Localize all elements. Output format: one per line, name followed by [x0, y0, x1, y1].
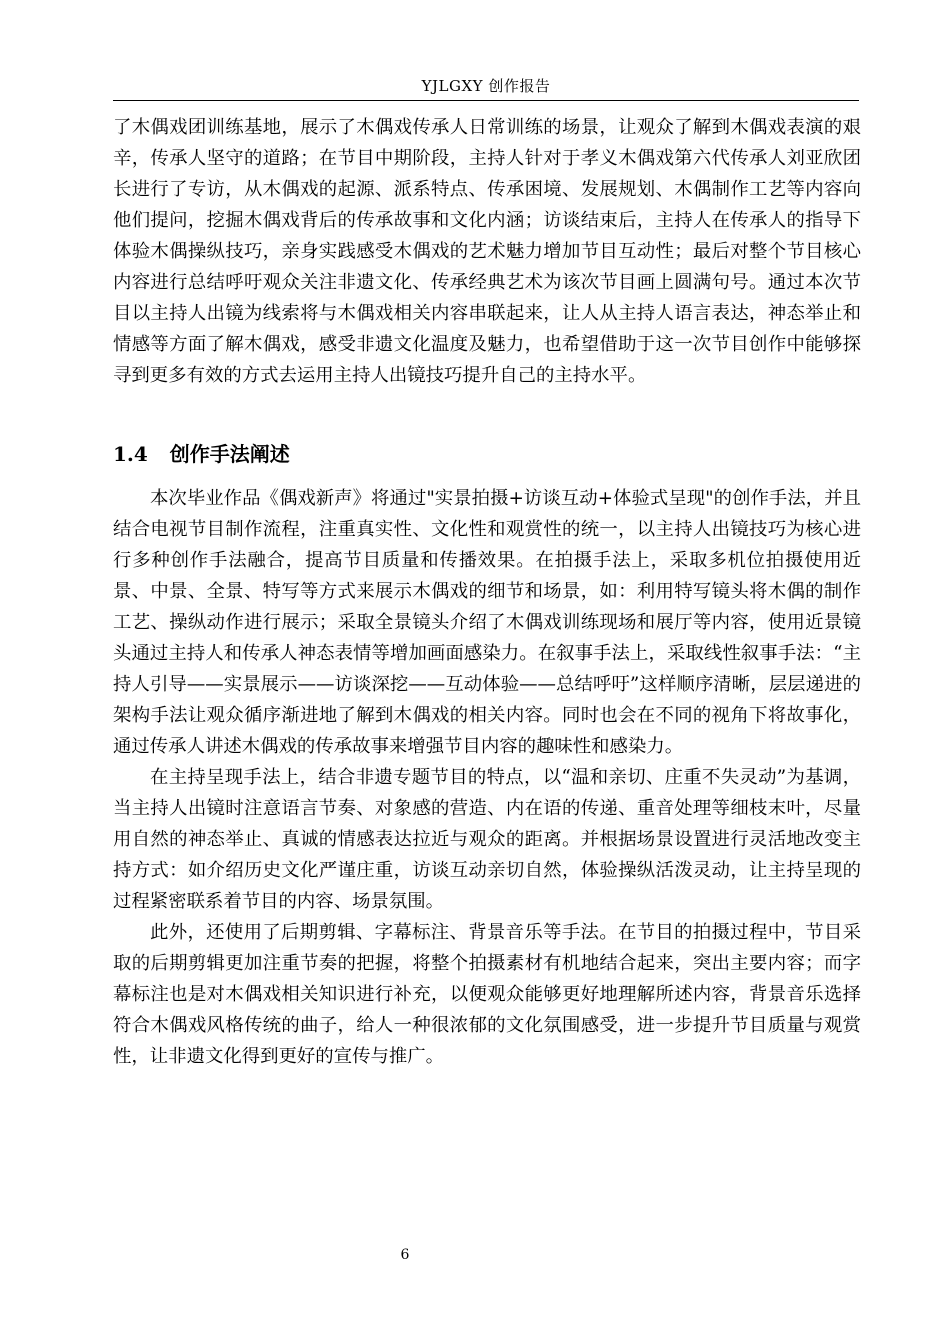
paragraph-hosting-style: 在主持呈现手法上，结合非遗专题节目的特点，以“温和亲切、庄重不失灵动”为基调，当主持人出镜时注意语言节奏、对象感的营造、内在语的传递、重音处理等细枝末叶，尽量用自然的神态举止、真诚的情感表达拉近与观众的距离。并根据场景设置进行灵活地改变主持方式：如介绍历史文化严谨庄重，访谈互动亲切自然，体验操纵活泼灵动，让主持呈现的过程紧密联系着节目的内容、场景氛围。 — [113, 767, 861, 912]
document-body — [113, 112, 861, 1072]
page-number: 6 — [400, 1247, 410, 1263]
page-header: YJLGXY 创作报告 — [421, 77, 551, 95]
section-title: 创作手法阐述 — [169, 442, 290, 466]
paragraph-creative-methods: 本次毕业作品《偶戏新声》将通过"实景拍摄+访谈互动+体验式呈现"的创作手法，并且结合电视节目制作流程，注重真实性、文化性和观赏性的统一，以主持人出镜技巧为核心进行多种创作手法融合，提高节目质量和传播效果。在拍摄手法上，采取多机位拍摄使用近景、中景、全景、特写等方式来展示木偶戏的细节和场景，如：利用特写镜头将木偶的制作工艺、操纵动作进行展示；采取全景镜头介绍了木偶戏训练现场和展厅等内容，使用近景镜头通过主持人和传承人神态表情等增加画面感染力。在叙事手法上，采取线性叙事手法：“主持人引导——实景展示——访谈深挖——互动体验——总结呼吁”这样顺序清晰，层层递进的架构手法让观众循序渐进地了解到木偶戏的相关内容。同时也会在不同的视角下将故事化，通过传承人讲述木偶戏的传承故事来增强节目内容的趣味性和感染力。 — [113, 488, 861, 757]
paragraph-continued: 了木偶戏团训练基地，展示了木偶戏传承人日常训练的场景，让观众了解到木偶戏表演的艰辛，传承人坚守的道路；在节目中期阶段，主持人针对于孝义木偶戏第六代传承人刘亚欣团长进行了专访，从木偶戏的起源、派系特点、传承困境、发展规划、木偶制作工艺等内容向他们提问，挖掘木偶戏背后的传承故事和文化内涵；访谈结束后，主持人在传承人的指导下体验木偶操纵技巧，亲身实践感受木偶戏的艺术魅力增加节目互动性；最后对整个节目核心内容进行总结呼吁观众关注非遗文化、传承经典艺术为该次节目画上圆满句号。通过本次节目以主持人出镜为线索将与木偶戏相关内容串联起来，让人从主持人语言表达，神态举止和情感等方面了解木偶戏，感受非遗文化温度及魅力，也希望借助于这一次节目创作中能够探寻到更多有效的方式去运用主持人出镜技巧提升自己的主持水平。 — [113, 117, 861, 386]
header-divider — [113, 100, 859, 101]
section-number: 1.4 — [113, 442, 148, 466]
section-heading — [113, 439, 861, 469]
paragraph-post-production: 此外，还使用了后期剪辑、字幕标注、背景音乐等手法。在节目的拍摄过程中，节目采取的后期剪辑更加注重节奏的把握，将整个拍摄素材有机地结合起来，突出主要内容；而字幕标注也是对木偶戏相关知识进行补充，以便观众能够更好地理解所述内容，背景音乐选择符合木偶戏风格传统的曲子，给人一种很浓郁的文化氛围感受，进一步提升节目质量与观赏性，让非遗文化得到更好的宣传与推广。 — [113, 922, 861, 1067]
